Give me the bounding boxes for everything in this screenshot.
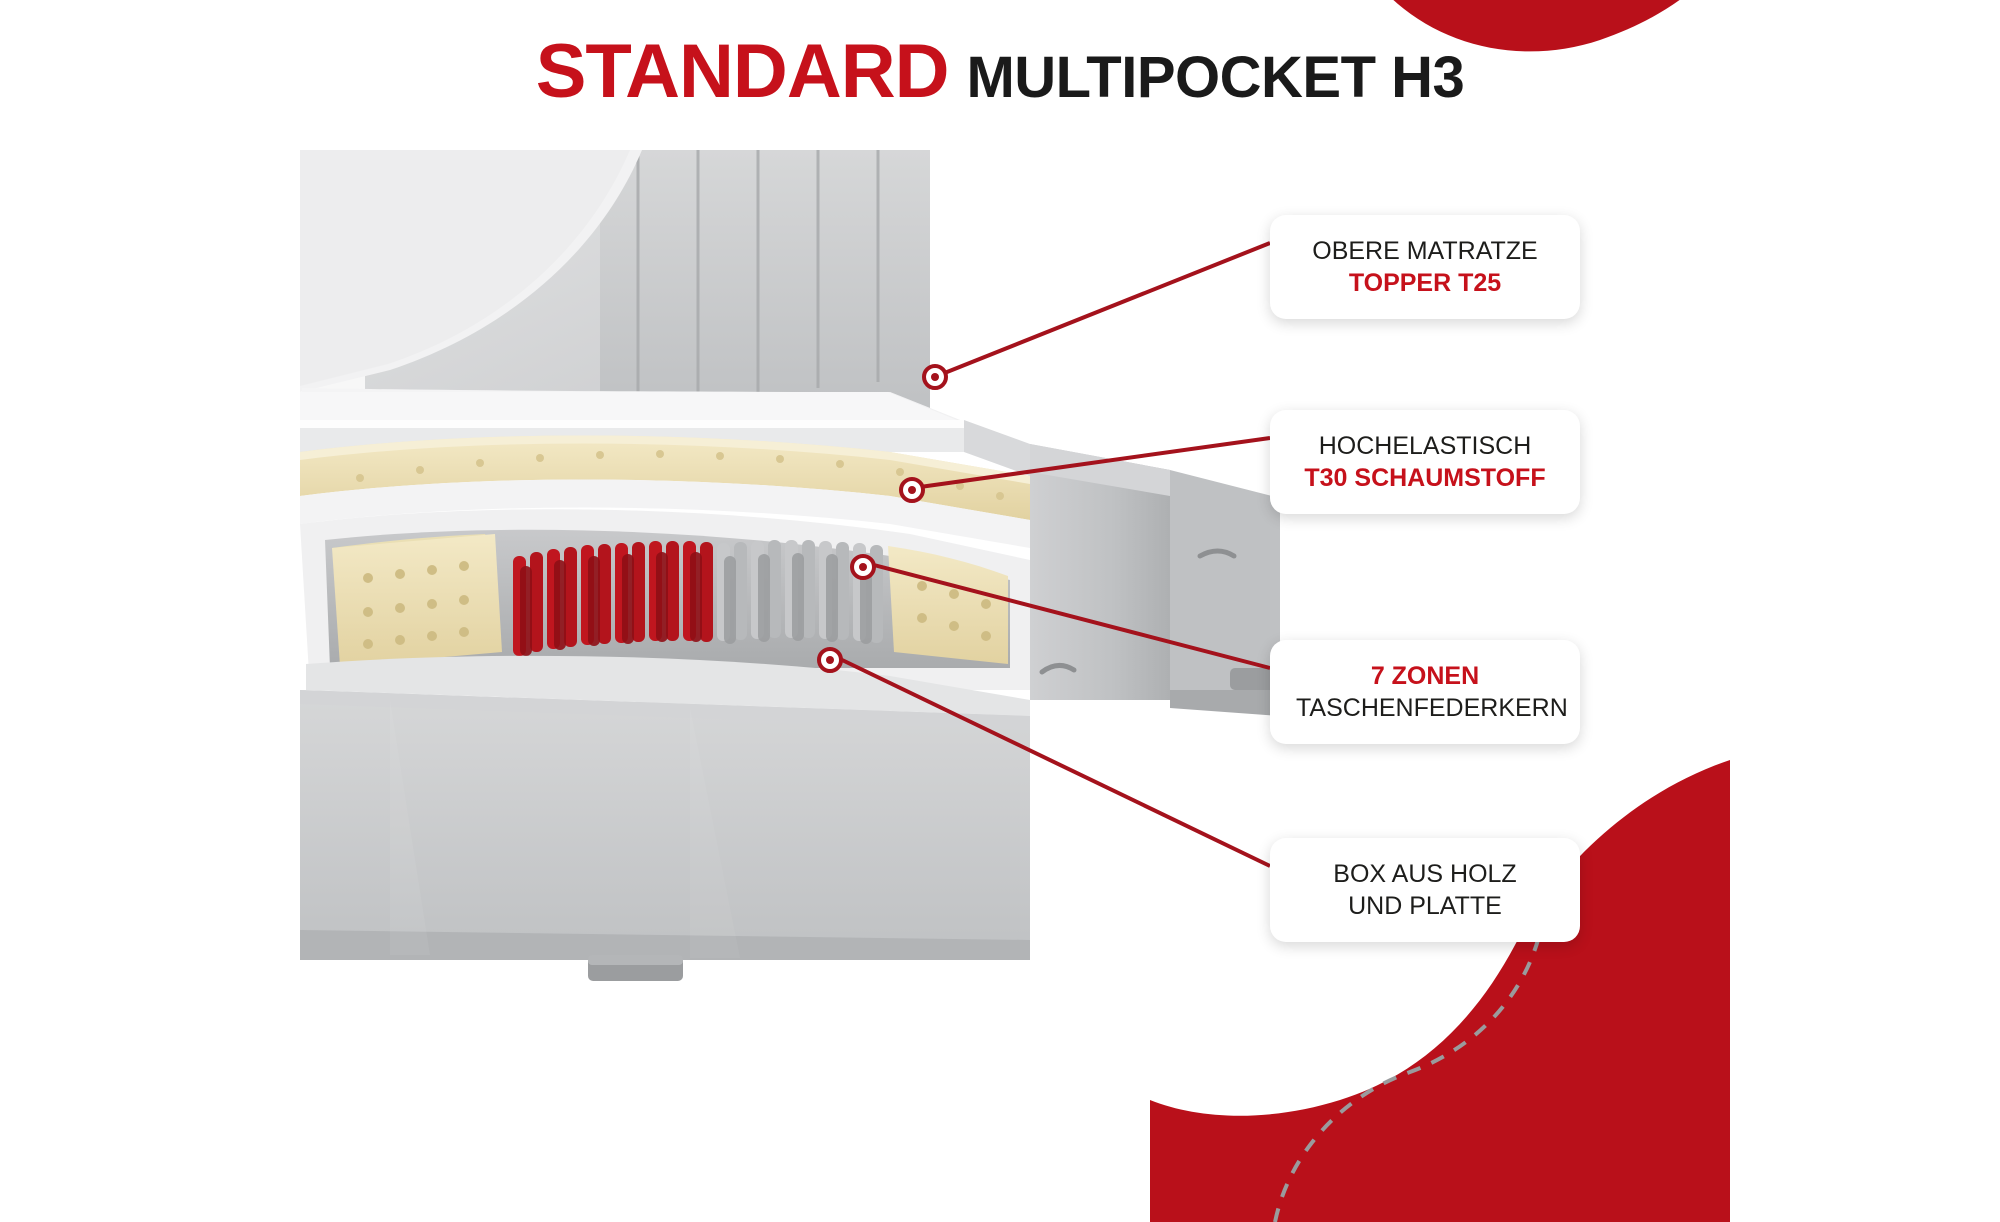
callout-pocket-core <box>1270 640 1580 744</box>
callout-foam-line-2: T30 SCHAUMSTOFF <box>1304 464 1546 492</box>
infographic-canvas <box>270 0 1730 1222</box>
right-gutter <box>1730 0 2000 1222</box>
bed-cutaway-illustration <box>270 0 1730 1222</box>
callout-topper-line-2: TOPPER T25 <box>1348 269 1502 297</box>
callout-box <box>1270 838 1580 942</box>
callout-topper <box>1270 215 1580 319</box>
left-gutter <box>0 0 270 1222</box>
pocket-spring-core <box>300 509 1030 716</box>
callout-box-line-2: UND PLATTE <box>1348 892 1502 920</box>
decor-swoosh-top-right <box>1330 0 1730 94</box>
callout-topper-line-1: OBERE MATRATZE <box>1312 237 1538 265</box>
callout-foam <box>1270 410 1580 514</box>
red-pocket-springs <box>510 541 713 660</box>
grey-pocket-springs <box>717 540 883 644</box>
boxspring-base-right-lower <box>1030 690 1280 906</box>
mattress-side-panel <box>1030 444 1170 700</box>
callout-box-line-1: BOX AUS HOLZ <box>1333 860 1517 888</box>
title-primary: STANDARD <box>535 29 949 114</box>
title-secondary: MULTIPOCKET H3 <box>966 45 1465 110</box>
callout-pocket-core-line-2: TASCHENFEDERKERN <box>1296 694 1568 722</box>
callout-pocket-core-line-1: 7 ZONEN <box>1370 662 1480 690</box>
boxspring-base-front <box>300 690 1030 960</box>
callout-foam-line-1: HOCHELASTISCH <box>1318 432 1532 460</box>
